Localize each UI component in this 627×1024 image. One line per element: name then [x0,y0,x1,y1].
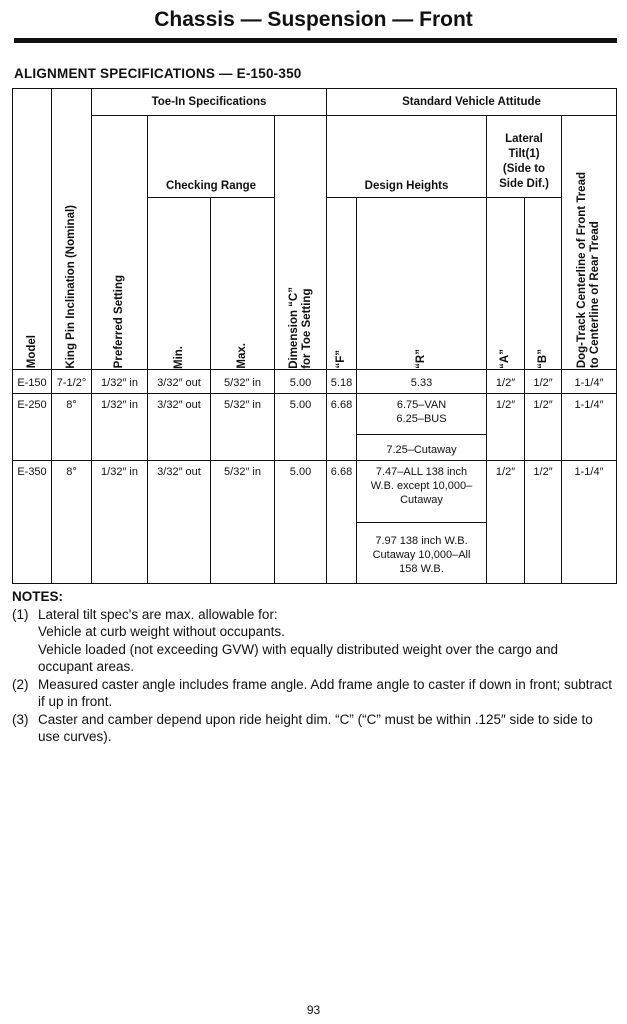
cell-dimension-c: 5.00 [275,369,327,393]
page-number: 93 [306,1003,321,1017]
cell-min: 3/32″ out [148,369,211,393]
cell-min: 3/32″ out [148,394,211,461]
note-line: Lateral tilt spec's are max. allowable for: [38,606,278,622]
note-number: (2) [12,676,29,692]
note-text [38,606,616,624]
cell-b: 1/2″ [525,394,562,461]
title-rule [14,38,617,43]
note-3 [12,711,616,746]
notes-heading: NOTES: [12,589,64,604]
note-number: (3) [12,711,29,727]
table-row [13,461,617,522]
note-1 [12,606,616,624]
note-sub-line: Vehicle at curb weight without occupants. [38,624,285,639]
cell-f: 6.68 [327,394,357,461]
table-row [13,394,617,435]
header-lateral-tilt: Lateral Tilt(1) (Side to Side Dif.) [487,115,562,198]
note-text: Caster and camber depend upon ride height dim. “C” (“C” must be within .125″ side to side to use curves). [38,711,593,744]
header-f: “F” [327,198,357,369]
cell-a: 1/2″ [487,461,525,584]
cell-r: 5.33 [357,369,487,393]
cell-f: 5.18 [327,369,357,393]
alignment-spec-table [12,88,617,584]
page-title: Chassis — Suspension — Front [154,8,473,31]
note-text: Measured caster angle includes frame angle. Add frame angle to caster if down in front; subtract if up in front. [38,676,613,709]
cell-preferred: 1/32″ in [92,461,148,584]
header-king-pin: King Pin Inclination (Nominal) [52,89,92,370]
cell-model: E-250 [13,394,52,461]
header-dimension-c: Dimension “C” for Toe Setting [275,115,327,369]
cell-king-pin: 8° [52,461,92,584]
cell-b: 1/2″ [525,369,562,393]
cell-preferred: 1/32″ in [92,369,148,393]
header-preferred-setting: Preferred Setting [92,115,148,369]
cell-r: 6.75–VAN 6.25–BUS [357,394,487,435]
cell-dimension-c: 5.00 [275,461,327,584]
cell-dog-track: 1-1/4″ [562,461,617,584]
note-2 [12,676,616,711]
cell-b: 1/2″ [525,461,562,584]
section-heading: ALIGNMENT SPECIFICATIONS — E-150-350 [14,66,302,81]
header-model: Model [13,89,52,370]
cell-model: E-350 [13,461,52,584]
header-dog-track: Dog-Track Centerline of Front Tread to Centerline of Rear Tread [562,115,617,369]
notes-section [12,588,616,746]
cell-max: 5/32″ in [211,394,275,461]
cell-a: 1/2″ [487,369,525,393]
header-toe-in-specifications: Toe-In Specifications [92,89,327,116]
cell-dog-track: 1-1/4″ [562,394,617,461]
cell-max: 5/32″ in [211,461,275,584]
cell-min: 3/32″ out [148,461,211,584]
header-r: “R” [357,198,487,369]
header-design-heights: Design Heights [327,115,487,198]
cell-dimension-c: 5.00 [275,394,327,461]
header-checking-range: Checking Range [148,115,275,198]
cell-r: 7.97 138 inch W.B. Cutaway 10,000–All 158 W.B. [357,522,487,583]
cell-king-pin: 8° [52,394,92,461]
header-b: “B” [525,198,562,369]
cell-preferred: 1/32″ in [92,394,148,461]
cell-king-pin: 7-1/2° [52,369,92,393]
cell-dog-track: 1-1/4″ [562,369,617,393]
header-standard-vehicle-attitude: Standard Vehicle Attitude [327,89,617,116]
cell-r: 7.25–Cutaway [357,434,487,461]
table-row [13,369,617,393]
note-number: (1) [12,606,29,622]
header-min: Min. [148,198,211,369]
cell-max: 5/32″ in [211,369,275,393]
header-a: “A” [487,198,525,369]
cell-model: E-150 [13,369,52,393]
header-max: Max. [211,198,275,369]
note-sub-line: Vehicle loaded (not exceeding GVW) with equally distributed weight over the cargo and occupant areas. [38,641,559,674]
cell-a: 1/2″ [487,394,525,461]
cell-f: 6.68 [327,461,357,584]
cell-r: 7.47–ALL 138 inch W.B. except 10,000– Cutaway [357,461,487,522]
